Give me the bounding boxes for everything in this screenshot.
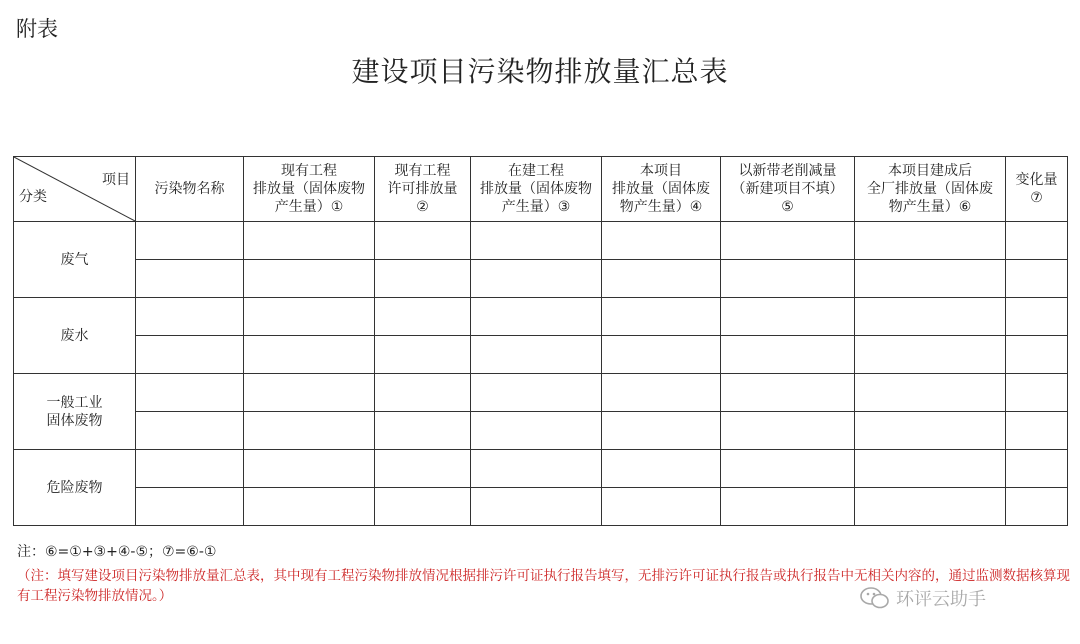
header-line: （新建项目不填） — [731, 181, 844, 197]
table-cell — [375, 298, 471, 336]
table-cell — [1006, 298, 1068, 336]
col-header-this-project — [602, 157, 721, 222]
category-label: 固体废物 — [46, 412, 103, 429]
table-cell — [721, 450, 855, 488]
header-line: ⑦ — [1030, 190, 1043, 206]
table-cell — [721, 298, 855, 336]
pollutant-summary-table — [13, 156, 1068, 526]
col-header-under-construction — [471, 157, 602, 222]
table-cell — [855, 450, 1006, 488]
category-hazardous-waste — [14, 450, 136, 526]
table-cell — [375, 222, 471, 260]
table-cell — [244, 260, 375, 298]
table-cell — [136, 222, 244, 260]
header-line: 产生量）③ — [501, 199, 571, 215]
table-cell — [721, 374, 855, 412]
table-cell — [855, 260, 1006, 298]
table-cell — [375, 336, 471, 374]
header-line: 许可排放量 — [387, 181, 458, 197]
table-row — [14, 374, 1068, 412]
header-line: 排放量（固体废 — [612, 181, 710, 197]
header-line: 以新带老削减量 — [738, 163, 837, 179]
table-cell — [602, 298, 721, 336]
header-line: 排放量（固体废物 — [253, 181, 365, 197]
table-cell — [136, 450, 244, 488]
table-cell — [375, 412, 471, 450]
header-row — [14, 157, 1068, 222]
header-line: 现有工程 — [281, 163, 337, 179]
table-cell — [375, 488, 471, 526]
table-row — [14, 488, 1068, 526]
table-cell — [136, 374, 244, 412]
table-cell — [244, 450, 375, 488]
header-line: 在建工程 — [508, 163, 564, 179]
table-cell — [471, 222, 602, 260]
header-line: ⑤ — [781, 199, 794, 215]
col-header-change — [1006, 157, 1068, 222]
page-title: 建设项目污染物排放量汇总表 — [351, 55, 729, 88]
table-cell — [136, 260, 244, 298]
header-line: 排放量（固体废物 — [480, 181, 592, 197]
table-cell — [602, 374, 721, 412]
table-cell — [1006, 260, 1068, 298]
col-header-existing-permit — [375, 157, 471, 222]
table-cell — [136, 298, 244, 336]
table-cell — [855, 222, 1006, 260]
table-cell — [375, 260, 471, 298]
table-cell — [471, 374, 602, 412]
category-label: 一般工业 — [46, 394, 103, 411]
watermark-text: 环评云助手 — [896, 589, 986, 610]
table-cell — [1006, 222, 1068, 260]
category-waste-gas — [14, 222, 136, 298]
table-cell — [855, 412, 1006, 450]
table-cell — [471, 412, 602, 450]
col-header-after-completion — [855, 157, 1006, 222]
wechat-icon — [860, 585, 890, 611]
header-line: 变化量 — [1015, 172, 1058, 188]
table-cell — [602, 412, 721, 450]
table-cell — [721, 488, 855, 526]
table-cell — [721, 412, 855, 450]
table-row — [14, 222, 1068, 260]
col-header-reduction — [721, 157, 855, 222]
category-label: 废气 — [60, 251, 89, 268]
table-cell — [855, 488, 1006, 526]
table-cell — [855, 336, 1006, 374]
table-cell — [855, 374, 1006, 412]
category-general-solid-waste — [14, 374, 136, 450]
table-cell — [1006, 412, 1068, 450]
table-row — [14, 412, 1068, 450]
table-row — [14, 450, 1068, 488]
header-line: 污染物名称 — [154, 181, 225, 197]
table-cell — [375, 450, 471, 488]
table-cell — [471, 336, 602, 374]
header-line: ② — [416, 199, 429, 215]
table-cell — [1006, 374, 1068, 412]
table-cell — [602, 260, 721, 298]
table-cell — [136, 336, 244, 374]
corner-item-label: 项目 — [102, 172, 130, 188]
table-cell — [244, 298, 375, 336]
table-cell — [602, 450, 721, 488]
table-cell — [375, 374, 471, 412]
table-cell — [855, 298, 1006, 336]
fill-instructions: （注：填写建设项目污染物排放量汇总表，其中现有工程污染物排放情况根据排污许可证执行报告填写，无排污许可证执行报告或执行报告中无相关内容的，通过监测数据核算现有工程污染物排放情况。） — [17, 568, 1070, 604]
table-cell — [602, 488, 721, 526]
table-row — [14, 298, 1068, 336]
corner-category-label: 分类 — [19, 189, 47, 205]
header-line: 全厂排放量（固体废 — [867, 181, 993, 197]
table-cell — [721, 336, 855, 374]
header-line: 本项目建成后 — [888, 163, 972, 179]
watermark — [860, 585, 986, 611]
table-cell — [471, 450, 602, 488]
table-cell — [602, 222, 721, 260]
category-waste-water — [14, 298, 136, 374]
table-cell — [136, 488, 244, 526]
table-cell — [1006, 336, 1068, 374]
table-cell — [721, 222, 855, 260]
table-cell — [136, 412, 244, 450]
header-line: 本项目 — [640, 163, 682, 179]
table-cell — [244, 412, 375, 450]
header-line: 产生量）① — [274, 199, 344, 215]
header-line: 物产生量）④ — [619, 199, 703, 215]
table-cell — [471, 298, 602, 336]
header-line: 现有工程 — [394, 163, 451, 179]
col-header-pollutant-name — [136, 157, 244, 222]
table-cell — [1006, 450, 1068, 488]
table-cell — [244, 374, 375, 412]
table-cell — [1006, 488, 1068, 526]
table-cell — [244, 336, 375, 374]
header-line: 物产生量）⑥ — [888, 199, 972, 215]
col-header-existing-emission — [244, 157, 375, 222]
table-cell — [721, 260, 855, 298]
table-cell — [602, 336, 721, 374]
table-cell — [244, 222, 375, 260]
table-row — [14, 260, 1068, 298]
category-label: 危险废物 — [46, 479, 103, 496]
table-cell — [471, 260, 602, 298]
corner-header — [14, 157, 136, 222]
appendix-label: 附表 — [16, 17, 58, 41]
formula-note: 注：⑥=①+③+④-⑤；⑦=⑥-① — [17, 544, 217, 560]
table-cell — [471, 488, 602, 526]
table-row — [14, 336, 1068, 374]
table-cell — [244, 488, 375, 526]
category-label: 废水 — [60, 327, 89, 344]
